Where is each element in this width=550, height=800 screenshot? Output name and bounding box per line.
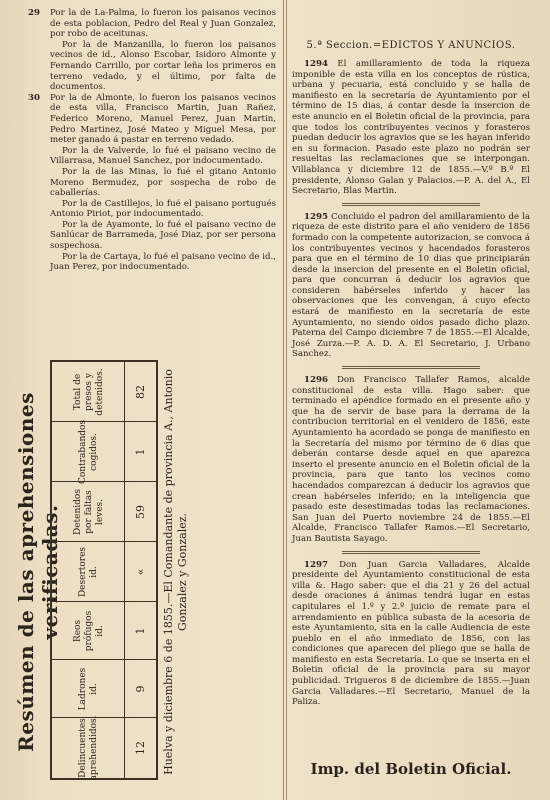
announcement <box>292 560 530 708</box>
table-cell: 12 <box>133 741 147 755</box>
column-divider <box>286 0 287 800</box>
table-cell: « <box>133 568 147 576</box>
entry-number: 1295 <box>304 211 328 222</box>
left-entry <box>28 199 276 220</box>
announcement <box>292 375 530 545</box>
entry-text: Don Francisco Tallafer Ramos, alcalde constitucional de esta villa. Hago saber: que terminado el apéndice formado en el presente año y que ha de servir de base para la derrama de la contribucion territorial en el venidero de 1856, este Ayuntamiento ha acordado se ponga de manifiesto en la Secretaría del mismo por término de 6 dias que deberán contarse desde aquel en que aparezca inserto el presente anuncio en el Boletin oficial de la provincia, para que tanto los vecinos como hacendados comparezcan á deducir los agravios que crean habérseles inferido; en la inteligencia que pasado este desestimadas todas las reclamaciones. San Juan del Puerto noviembre 24 de 1855.—El Alcalde, Francisco Tallafer Ramos.—El Secretario, Juan Bautista Sayago. <box>292 375 531 544</box>
table-header: Desertores id. <box>78 546 99 598</box>
announcement <box>292 59 530 197</box>
entry-text: Por la de Castillejos, lo fué el paisano portugués Antonio Piriot, por indocumentado. <box>50 198 276 220</box>
entry-number: 29 <box>28 8 40 18</box>
separator-rule <box>342 366 480 369</box>
column-divider <box>283 0 284 800</box>
table-title: Resúmen de las aprehensiones verificadas. <box>14 392 62 752</box>
table-cell: 9 <box>133 685 147 693</box>
table-cell: 82 <box>133 385 147 399</box>
table-header: Total de presos y detenidos. <box>72 368 105 416</box>
left-entry <box>28 40 276 93</box>
entry-number: 1297 <box>304 559 328 570</box>
left-entry <box>28 252 276 273</box>
apprehension-summary-table <box>10 352 280 792</box>
entry-number: 1296 <box>304 375 328 386</box>
table-header: Detenidos por faltas leves. <box>72 489 105 535</box>
entry-text: Por la de Ayamonte, lo fué el paisano vecino de Sanlúcar de Barrameda, José Diaz, por ser persona sospechosa. <box>50 219 276 252</box>
left-column <box>28 8 276 273</box>
entry-text: El amillaramiento de toda la riqueza imponible de esta villa en los conceptos de rústica, urbana y pecuaria, está concluido y se halla de manifiesto en la secretaría de Ayuntamiento por el término de 15 dias, á contar desde la insercion de este anuncio en el Boletin oficial de la provincia, para que todos los contribuyentes vecinos y forasteros puedan deducir los agravios que se les hayan inferido en su formacion. Pasado este plazo no podrán ser resueltas las reclamaciones que se interpongan. Villablanca y diciembre 12 de 1855.—V.º B.º El presidente, Alonso Galan y Palacios.—P. A. del A., El Secretario, Blas Martin. <box>292 59 530 197</box>
entry-text: Por la de Cartaya, lo fué el paisano vecino de id., Juan Perez, por indocumentado. <box>50 251 276 273</box>
printer-imprint: Imp. del Boletin Oficial. <box>310 760 512 778</box>
left-entry <box>28 146 276 167</box>
announcement <box>292 212 530 360</box>
section-title: 5.ª Seccion.=EDICTOS Y ANUNCIOS. <box>306 40 516 51</box>
table-cell: 1 <box>133 448 147 456</box>
table-cell: 1 <box>133 627 147 635</box>
entry-text: Por la de las Minas, lo fué el gitano Antonio Moreno Bermudez, por sospecha de robo de caballerías. <box>50 166 276 199</box>
left-entry <box>28 220 276 252</box>
entry-text: Don Juan Garcia Valladares, Alcalde presidente del Ayuntamiento constitucional de esta villa &. Hago saber: que el dia 21 y 26 del actual desde oraciones á ánimas tendrá lugar en estas capitulares el 1.º y 2.º juicio de remate para el arrendamiento en pública subasta de la acesoria de este Ayuntamiento, sita en la calle Audiencia de este pueblo en el año inmediato de 1856, con las condiciones que aparecen del pliego que se halla de manifiesto en esta Secretaría. Lo que se inserta en el Boletin oficial de la provincia para su mayor publicidad. Trigueros 8 de diciembre de 1855.—Juan Garcia Valladares.—El Secretario, Manuel de la Paliza. <box>292 559 531 708</box>
entry-text: Concluido el padron del amillaramiento de la riqueza de este distrito para el año venidero de 1856 formado con la competente autorizacion, se convoca á los contribuyentes vecinos y hacendados forasteros para que en el término de 10 dias que principiarán desde la insercion del presente en el Boletin oficial, para que concurran á deducir los agravios que consideren habérseles inferido y hacer las observaciones que les convengan, á cuyo efecto estará de manifiesto en la secretaría de este Ayuntamiento, no siendo oidos pasado dicho plazo. Paterna del Campo diciembre 7 de 1855.—El Alcalde, José Zurza.—P. A. D. A. El Secretario, J. Urbano Sanchez. <box>292 211 530 360</box>
left-entry <box>28 167 276 199</box>
left-entry <box>28 8 276 40</box>
table-header: Ladrones id. <box>78 667 99 711</box>
entry-number: 30 <box>28 92 40 103</box>
left-entry <box>28 93 276 146</box>
table-cell: 59 <box>133 505 147 519</box>
entry-text: Por la de La-Palma, lo fueron los paisanos vecinos de esta poblacion, Pedro del Real y Juan Gonzalez, por robo de aceitunas. <box>50 8 276 40</box>
entry-text: Por la de Almonte, lo fueron los paisanos vecinos de esta villa, Francisco Martin, Juan Rañez, Federico Moreno, Manuel Perez, Juan Martin, Pedro Martinez, José Mateo y Miguel Mesa, por meter ganado á pastar en terreno vedado. <box>50 92 276 146</box>
entry-text: Por la de Manzanilla, lo fueron los paisanos vecinos de id., Alonso Escobar, Isidoro Almonte y Fernando Carrillo, por cortar leña los primeros en terreno vedado, y el último, por falta de documentos. <box>50 39 276 93</box>
entry-number: 1294 <box>304 59 328 69</box>
right-column <box>292 8 530 708</box>
table-header: Delincuentes aprehendidos. <box>78 715 99 781</box>
table-signature: Huelva y diciembre 6 de 1855.—El Comandante de provincia A., Antonio Gonzalez y Gonzalez. <box>162 369 189 775</box>
table-header: Contrabandos cogidos. <box>78 419 99 485</box>
entry-text: Por la de Valverde, lo fué el paisano vecino de Villarrasa, Manuel Sanchez, por indocumentado. <box>50 145 276 167</box>
separator-rule <box>342 203 480 206</box>
table-header: Reos prófugos id. <box>72 610 105 652</box>
table-grid <box>50 360 158 780</box>
separator-rule <box>342 551 480 554</box>
